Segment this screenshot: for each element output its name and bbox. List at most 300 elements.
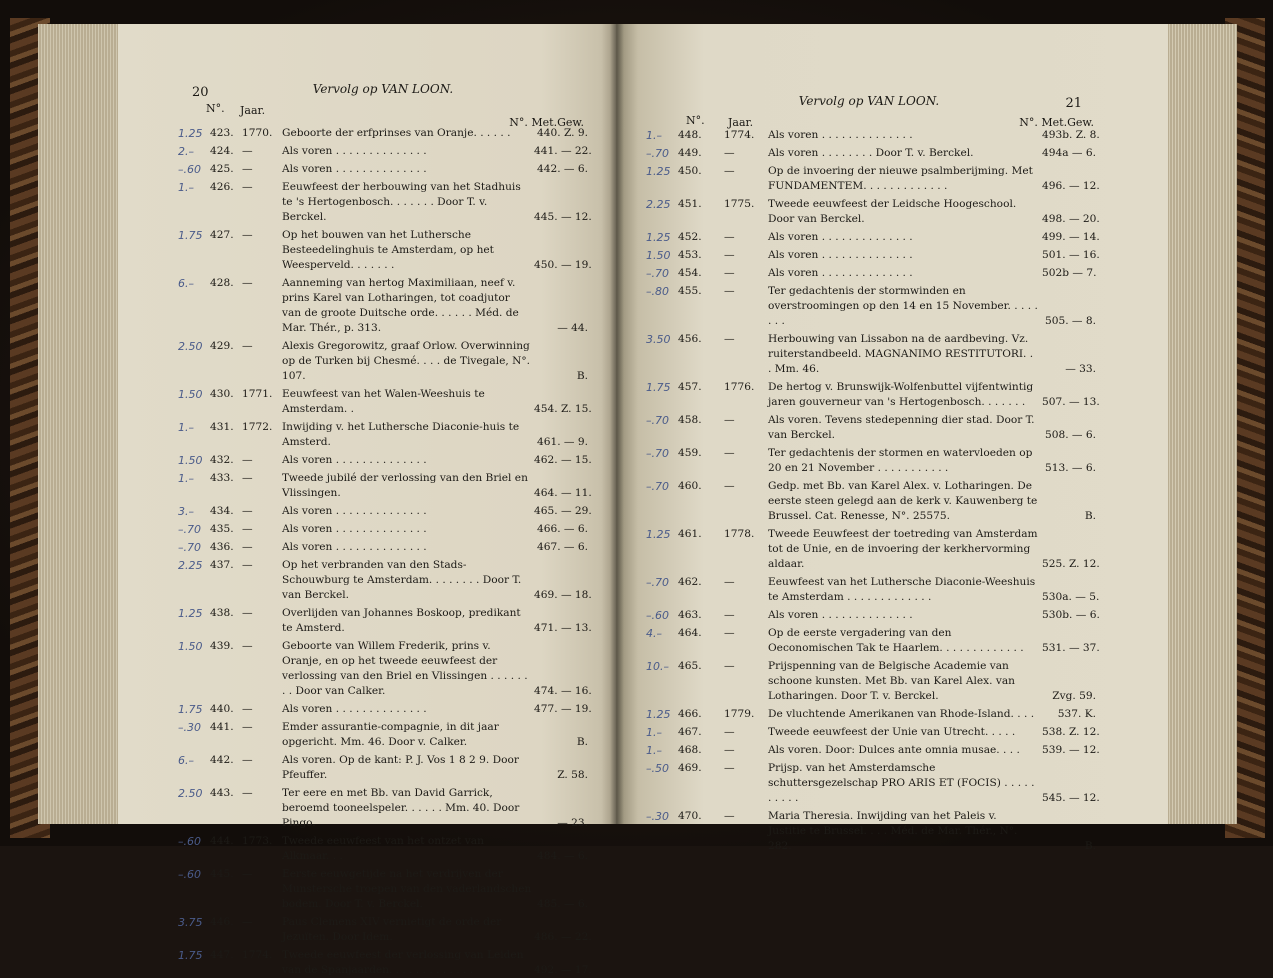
catalog-entry	[178, 606, 592, 636]
entry-description: Als voren . . . . . . . . . . . . . .	[768, 609, 913, 621]
column-header	[642, 114, 1096, 128]
price-annotation: 2.25	[646, 198, 671, 211]
entry-year: —	[724, 285, 735, 297]
entry-reference: 493b. Z. 8.	[1042, 129, 1100, 141]
entry-description: Geboorte van Willem Frederik, prins v. Oranje, en op het tweede eeuwfeest der verlossing van den Briel en Vlissingen . . . . . . . . Door van Calker.	[282, 640, 528, 697]
entry-number: 448.	[678, 129, 702, 141]
catalog-entry	[178, 180, 592, 225]
catalog-entry	[642, 575, 1100, 605]
entry-description: Als voren . . . . . . . . . . . . . .	[768, 249, 913, 261]
price-annotation: 1.25	[178, 127, 203, 140]
entry-number: 450.	[678, 165, 702, 177]
page-number: 20	[192, 85, 209, 100]
entry-year: —	[242, 472, 253, 484]
header-ref: N°. Met.Gew.	[1019, 116, 1094, 129]
entry-number: 426.	[210, 181, 234, 193]
column-header	[178, 102, 588, 129]
price-annotation: –.70	[178, 541, 201, 554]
entry-number: 446.	[210, 916, 234, 928]
entry-description: Op het bouwen van het Luthersche Besteedelinghuis te Amsterdam, op het Weesperveld. . . . . . .	[282, 229, 494, 271]
entry-description: De hertog v. Brunswijk-Wolfenbuttel vijfentwintig jaren gouverneur van 's Hertogenbosch. . . . . . .	[768, 381, 1034, 408]
entry-reference: 464. — 11.	[534, 487, 592, 499]
entry-number: 430.	[210, 388, 234, 400]
catalog-entry	[642, 725, 1100, 740]
price-annotation: 1.25	[646, 708, 671, 721]
catalog-entry	[642, 707, 1096, 722]
entry-reference: Z. 58.	[557, 769, 588, 781]
entry-reference: 498. — 20.	[1042, 213, 1100, 225]
entry-reference: 505. — 8.	[1044, 315, 1096, 327]
entry-reference: 530a. — 5.	[1042, 591, 1100, 603]
page-number: 21	[1065, 96, 1082, 111]
entry-reference: 445. — 12.	[534, 211, 592, 223]
page-edges-right	[1167, 24, 1237, 824]
entry-description: Tweede eeuwfeest der verlossing van Leiden van de Spanjaarden. . . . . . . . . . . . .	[282, 949, 524, 976]
entry-description: Prijspenning van de Belgische Academie van schoone kunsten. Met Bb. van Karel Alex. van Lotharingen. Door T. v. Berckel.	[768, 660, 1015, 702]
price-annotation: 3.–	[178, 505, 194, 518]
price-annotation: 6.–	[178, 754, 194, 767]
entry-description: Als voren . . . . . . . . . . . . . .	[768, 129, 913, 141]
price-annotation: –.70	[178, 523, 201, 536]
price-annotation: 1.25	[178, 607, 203, 620]
entry-year: —	[724, 414, 735, 426]
catalog-entry	[178, 162, 588, 177]
entry-year: —	[242, 523, 253, 535]
catalog-entry	[178, 471, 592, 501]
entry-year: —	[242, 754, 253, 766]
entry-number: 447.	[210, 949, 234, 961]
catalog-entry	[178, 228, 592, 273]
entry-reference: 442. — 6.	[536, 163, 588, 175]
entry-description: De vluchtende Amerikanen van Rhode-Island. . . .	[768, 708, 1035, 720]
entry-year: 1775.	[724, 198, 755, 210]
page-edges-left	[38, 24, 118, 824]
entry-number: 439.	[210, 640, 234, 652]
entry-reference: 513. — 6.	[1044, 462, 1096, 474]
price-annotation: –.80	[646, 285, 669, 298]
entry-reference: 441. — 22.	[534, 145, 592, 157]
entry-year: —	[242, 163, 253, 175]
price-annotation: 1.–	[646, 129, 662, 142]
catalog-entry	[642, 659, 1096, 704]
entry-reference: B.	[576, 370, 588, 382]
entry-number: 429.	[210, 340, 234, 352]
price-annotation: 2.50	[178, 340, 203, 353]
entry-description: Ter gedachtenis der stormen en watervloeden op 20 en 21 November . . . . . . . . . . .	[768, 447, 1033, 474]
entry-description: Als voren . . . . . . . . . . . . . .	[282, 505, 427, 517]
catalog-entry	[178, 720, 588, 750]
entry-year: 1770.	[242, 127, 273, 139]
price-annotation: –.70	[646, 414, 669, 427]
entry-reference: 465. — 29.	[534, 505, 592, 517]
price-annotation: –.30	[178, 721, 201, 734]
catalog-entry	[178, 453, 592, 468]
entry-year: —	[724, 609, 735, 621]
entry-description: Inwijding v. het Luthersche Diaconie-huis te Amsterd.	[282, 421, 520, 448]
entry-number: 433.	[210, 472, 234, 484]
catalog-entry	[178, 504, 592, 519]
entry-reference: 471. — 13.	[534, 622, 592, 634]
entry-reference: — 33.	[1065, 363, 1096, 375]
entry-reference: B.	[576, 736, 588, 748]
entry-description: Als voren . . . . . . . . Door T. v. Berckel.	[768, 147, 974, 159]
catalog-entry	[642, 128, 1100, 143]
entry-reference: 525. Z. 12.	[1042, 558, 1100, 570]
entry-reference: 474. — 16.	[534, 685, 592, 697]
header-ref: N°. Met.Gew.	[509, 116, 584, 129]
entry-year: —	[242, 181, 253, 193]
entry-number: 467.	[678, 726, 702, 738]
entry-year: —	[724, 810, 735, 822]
catalog-entry	[642, 761, 1100, 806]
entry-year: —	[724, 744, 735, 756]
price-annotation: –.70	[646, 447, 669, 460]
catalog-entry	[178, 387, 592, 417]
entry-reference: 492. — 17.	[534, 964, 592, 976]
entry-year: —	[724, 660, 735, 672]
entry-description: Als voren . . . . . . . . . . . . . .	[768, 267, 913, 279]
entry-number: 451.	[678, 198, 702, 210]
entry-reference: 539. — 12.	[1042, 744, 1100, 756]
price-annotation: 1.75	[178, 949, 203, 962]
catalog-entry	[178, 339, 588, 384]
catalog-entry	[178, 558, 592, 603]
entry-year: —	[242, 787, 253, 799]
entry-description: Eeuwfeest van het Luthersche Diaconie-Weeshuis te Amsterdam . . . . . . . . . . . . .	[768, 576, 1036, 603]
entry-reference: Zvg. 59.	[1052, 690, 1096, 702]
entry-description: Paus Clemens XIV vernietigt de orde der Jezuïten. Door Idem.	[282, 916, 502, 943]
header-year: Jaar.	[728, 116, 754, 129]
entry-reference: 537. K.	[1057, 708, 1096, 720]
catalog-entry	[642, 284, 1096, 329]
price-annotation: 1.50	[178, 640, 203, 653]
entry-number: 449.	[678, 147, 702, 159]
entry-year: 1778.	[724, 528, 755, 540]
price-annotation: –.70	[646, 267, 669, 280]
header-year: Jaar.	[240, 104, 266, 117]
catalog-entry	[642, 626, 1100, 656]
price-annotation: –.70	[646, 480, 669, 493]
entry-number: 462.	[678, 576, 702, 588]
catalog-entry	[178, 753, 588, 783]
entry-number: 432.	[210, 454, 234, 466]
catalog-entry	[178, 522, 588, 537]
entry-description: Herbouwing van Lissabon na de aardbeving. Vz. ruiterstandbeeld. MAGNANIMO RESTITUTORI. . . Mm. 46.	[768, 333, 1034, 375]
entry-reference: 545. — 12.	[1042, 792, 1100, 804]
entry-year: —	[242, 916, 253, 928]
price-annotation: 3.50	[646, 333, 671, 346]
entry-number: 440.	[210, 703, 234, 715]
entry-number: 452.	[678, 231, 702, 243]
entry-description: Als voren . . . . . . . . . . . . . .	[768, 231, 913, 243]
catalog-entry	[642, 146, 1096, 161]
price-annotation: –.50	[646, 762, 669, 775]
entry-year: —	[724, 576, 735, 588]
entry-number: 461.	[678, 528, 702, 540]
price-annotation: 1.75	[178, 703, 203, 716]
entry-description: Als voren . . . . . . . . . . . . . .	[282, 523, 427, 535]
entry-year: —	[724, 231, 735, 243]
header-no: N°.	[206, 102, 225, 115]
entry-year: —	[242, 505, 253, 517]
entry-number: 454.	[678, 267, 702, 279]
entry-number: 436.	[210, 541, 234, 553]
book-gutter	[610, 24, 624, 824]
entry-description: Op het verbranden van den Stads-Schouwburg te Amsterdam. . . . . . . . Door T. van Berckel.	[282, 559, 522, 601]
entry-year: —	[242, 640, 253, 652]
price-annotation: 1.25	[646, 528, 671, 541]
entry-number: 463.	[678, 609, 702, 621]
catalog-entry	[642, 230, 1100, 245]
catalog-entry	[178, 276, 588, 336]
entry-reference: 496. — 12.	[1042, 180, 1100, 192]
entry-year: —	[242, 607, 253, 619]
catalog-entry	[178, 144, 592, 159]
entry-year: 1772.	[242, 421, 273, 433]
entry-reference: 530b. — 6.	[1042, 609, 1100, 621]
catalog-entry	[642, 446, 1096, 476]
entry-year: —	[724, 147, 735, 159]
price-annotation: –.60	[178, 163, 201, 176]
price-annotation: 1.50	[178, 388, 203, 401]
entry-reference: 477. — 19.	[534, 703, 592, 715]
entry-description: Als voren . . . . . . . . . . . . . .	[282, 145, 427, 157]
entry-year: 1776.	[724, 381, 755, 393]
entry-description: Als voren . . . . . . . . . . . . . .	[282, 163, 427, 175]
entry-description: Ter gedachtenis der stormwinden en overstroomingen op den 14 en 15 November. . . . . . . .	[768, 285, 1038, 327]
entry-number: 435.	[210, 523, 234, 535]
catalog-entry	[642, 608, 1100, 623]
catalog-entry	[178, 786, 588, 831]
price-annotation: 1.–	[178, 421, 194, 434]
price-annotation: 1.25	[646, 165, 671, 178]
entry-number: 424.	[210, 145, 234, 157]
catalog-entry	[178, 834, 588, 864]
price-annotation: 1.–	[178, 181, 194, 194]
entry-description: Alexis Gregorowitz, graaf Orlow. Overwinning op de Turken bij Chesmé. . . . de Tivegale, N°. 107.	[282, 340, 531, 382]
entry-number: 445.	[210, 868, 234, 880]
entry-description: Aanneming van hertog Maximiliaan, neef v. prins Karel van Lotharingen, tot coadjutor van de groote Duitsche orde. . . . . . Méd. de Mar. Thér., p. 313.	[282, 277, 519, 334]
entry-year: 1779.	[724, 708, 755, 720]
entry-reference: 450. — 19.	[534, 259, 592, 271]
price-annotation: 1.50	[178, 454, 203, 467]
catalog-entry	[642, 743, 1100, 758]
left-page	[118, 24, 616, 976]
catalog-entry	[642, 479, 1096, 524]
entry-year: 1771.	[242, 388, 273, 400]
entry-description: Tweede eeuwfeest van het ontzet van Alkmaar. . .	[282, 835, 484, 862]
entry-number: 431.	[210, 421, 234, 433]
entry-description: Tweede jubilé der verlossing van den Briel en Vlissingen.	[282, 472, 528, 499]
entry-year: —	[724, 249, 735, 261]
entry-description: Tweede eeuwfeest der Leidsche Hoogeschool. Door van Berckel.	[768, 198, 1017, 225]
entry-description: Als voren. Door: Dulces ante omnia musae. . . .	[768, 744, 1020, 756]
entry-reference: 502b — 7.	[1042, 267, 1097, 279]
price-annotation: –.70	[646, 147, 669, 160]
entry-reference: 484. — 6.	[536, 850, 588, 862]
entry-number: 468.	[678, 744, 702, 756]
entry-number: 460.	[678, 480, 702, 492]
entry-year: —	[724, 480, 735, 492]
price-annotation: –.60	[178, 868, 201, 881]
entry-number: 443.	[210, 787, 234, 799]
entry-description: Op de eerste vergadering van den Oeconomischen Tak te Haarlem. . . . . . . . . . . . .	[768, 627, 1024, 654]
entry-year: —	[242, 229, 253, 241]
entry-reference: 461. — 9.	[536, 436, 588, 448]
entry-number: 428.	[210, 277, 234, 289]
entry-year: —	[242, 868, 253, 880]
entry-description: Als voren . . . . . . . . . . . . . .	[282, 541, 427, 553]
catalog-entry	[178, 639, 592, 699]
catalog-entry	[178, 867, 588, 912]
entry-reference: 531. — 37.	[1042, 642, 1100, 654]
price-annotation: 4.–	[646, 627, 662, 640]
price-annotation: –.60	[178, 835, 201, 848]
catalog-entry	[178, 915, 592, 945]
price-annotation: 1.75	[178, 229, 203, 242]
price-annotation: –.70	[646, 576, 669, 589]
entry-description: Geboorte der erfprinses van Oranje. . . . . .	[282, 127, 511, 139]
price-annotation: 1.25	[646, 231, 671, 244]
catalog-entry	[642, 380, 1100, 410]
entry-reference: B.	[1084, 510, 1096, 522]
entry-number: 465.	[678, 660, 702, 672]
entry-description: Prijsp. van het Amsterdamsche schuttersgezelschap PRO ARIS ET (FOCIS) . . . . . . . . . .	[768, 762, 1035, 804]
entry-number: 423.	[210, 127, 234, 139]
entry-year: 1774.	[242, 949, 273, 961]
entry-number: 458.	[678, 414, 702, 426]
catalog-entry	[642, 164, 1100, 194]
entry-reference: 538. Z. 12.	[1042, 726, 1100, 738]
catalog-entry	[642, 809, 1096, 854]
entry-year: —	[242, 703, 253, 715]
entry-description: Als voren . . . . . . . . . . . . . .	[282, 703, 427, 715]
entry-reference: 462. — 15.	[534, 454, 592, 466]
entry-year: —	[724, 762, 735, 774]
catalog-entry	[178, 540, 588, 555]
entry-year: —	[242, 277, 253, 289]
entry-number: 469.	[678, 762, 702, 774]
entry-number: 427.	[210, 229, 234, 241]
entry-number: 453.	[678, 249, 702, 261]
catalog-entry	[642, 248, 1100, 263]
entry-reference: 499. — 14.	[1042, 231, 1100, 243]
entry-reference: — 23.	[557, 817, 588, 829]
catalog-entry	[642, 332, 1096, 377]
price-annotation: 2.25	[178, 559, 203, 572]
entry-year: 1774.	[724, 129, 755, 141]
catalog-entry	[642, 266, 1096, 281]
catalog-list	[178, 126, 592, 978]
price-annotation: –.60	[646, 609, 669, 622]
entry-number: 442.	[210, 754, 234, 766]
right-page	[616, 24, 1168, 852]
entry-number: 434.	[210, 505, 234, 517]
entry-description: Ter eere en met Bb. van David Garrick, beroemd tooneelspeler. . . . . . Mm. 40. Door Pingo.	[282, 787, 520, 829]
entry-description: Maria Theresia. Inwijding van het Paleis v. Justitie te Brussel. . . . Méd. de Mar. Thér., N°. 282.	[768, 810, 1018, 852]
entry-description: Als voren. Op de kant: P. J. Vos 1 8 2 9. Door Pfeuffer.	[282, 754, 519, 781]
entry-description: Overlijden van Johannes Boskoop, predikant te Amsterd.	[282, 607, 521, 634]
entry-description: Tweede Eeuwfeest der toetreding van Amsterdam tot de Unie, en de invoering der kerkhervorming aldaar.	[768, 528, 1038, 570]
entry-reference: B.	[1084, 840, 1096, 852]
entry-reference: 508. — 6.	[1044, 429, 1096, 441]
entry-description: Eeuwfeest van het Walen-Weeshuis te Amsterdam. .	[282, 388, 485, 415]
entry-number: 444.	[210, 835, 234, 847]
catalog-entry	[642, 527, 1100, 572]
entry-number: 456.	[678, 333, 702, 345]
entry-description: Eeuwfeest der herbouwing van het Stadhuis te 's Hertogenbosch. . . . . . . Door T. v. Berckel.	[282, 181, 521, 223]
price-annotation: 1.–	[646, 744, 662, 757]
entry-year: 1773.	[242, 835, 273, 847]
catalog-entry	[178, 126, 588, 141]
entry-number: 455.	[678, 285, 702, 297]
running-head: Vervolg op VAN LOON.	[312, 82, 454, 96]
entry-year: —	[724, 627, 735, 639]
entry-number: 441.	[210, 721, 234, 733]
entry-description: Op de invoering der nieuwe psalmberijming. Met FUNDAMENTEM. . . . . . . . . . . . .	[768, 165, 1033, 192]
catalog-entry	[642, 413, 1096, 443]
entry-reference: 494a — 6.	[1042, 147, 1096, 159]
entry-year: —	[724, 726, 735, 738]
price-annotation: 1.–	[178, 472, 194, 485]
entry-number: 459.	[678, 447, 702, 459]
entry-reference: 440. Z. 9.	[537, 127, 588, 139]
entry-reference: 485. — 6.	[536, 898, 588, 910]
entry-year: —	[242, 145, 253, 157]
price-annotation: 3.75	[178, 916, 203, 929]
entry-reference: 466. — 6.	[536, 523, 588, 535]
entry-description: Gedp. met Bb. van Karel Alex. v. Lotharingen. De eerste steen gelegd aan de kerk v. Kauwenberg te Brussel. Cat. Renesse, N°. 25575.	[768, 480, 1038, 522]
entry-description: Eerste eeuwgetijde na het verdrijven der Munstersche troepen van den vaderlandschen bodem. Door T. v. Berckel.	[282, 868, 532, 910]
entry-reference: 469. — 18.	[534, 589, 592, 601]
entry-year: —	[242, 721, 253, 733]
catalog-entry	[178, 948, 592, 978]
entry-description: Als voren . . . . . . . . . . . . . .	[282, 454, 427, 466]
price-annotation: 1.50	[646, 249, 671, 262]
entry-reference: 501. — 16.	[1042, 249, 1100, 261]
entry-description: Tweede eeuwfeest der Unie van Utrecht. . . . .	[768, 726, 1016, 738]
entry-year: —	[724, 165, 735, 177]
entry-year: —	[724, 333, 735, 345]
running-head: Vervolg op VAN LOON.	[798, 94, 940, 108]
entry-number: 470.	[678, 810, 702, 822]
entry-year: —	[724, 267, 735, 279]
catalog-entry	[178, 420, 588, 450]
price-annotation: 2.50	[178, 787, 203, 800]
price-annotation: 2.–	[178, 145, 194, 158]
entry-year: —	[242, 559, 253, 571]
price-annotation: 6.–	[178, 277, 194, 290]
entry-reference: — 44.	[557, 322, 588, 334]
entry-number: 457.	[678, 381, 702, 393]
header-no: N°.	[686, 114, 705, 127]
price-annotation: –.30	[646, 810, 669, 823]
entry-year: —	[242, 340, 253, 352]
entry-description: Emder assurantie-compagnie, in dit jaar opgericht. Mm. 46. Door v. Calker.	[282, 721, 499, 748]
catalog-entry	[642, 197, 1100, 227]
entry-number: 464.	[678, 627, 702, 639]
entry-year: —	[724, 447, 735, 459]
entry-reference: 486. — 22.	[534, 931, 592, 943]
price-annotation: 1.–	[646, 726, 662, 739]
entry-number: 437.	[210, 559, 234, 571]
entry-year: —	[242, 454, 253, 466]
catalog-entry	[178, 702, 592, 717]
entry-number: 425.	[210, 163, 234, 175]
catalog-list	[642, 128, 1100, 854]
entry-number: 466.	[678, 708, 702, 720]
price-annotation: 1.75	[646, 381, 671, 394]
